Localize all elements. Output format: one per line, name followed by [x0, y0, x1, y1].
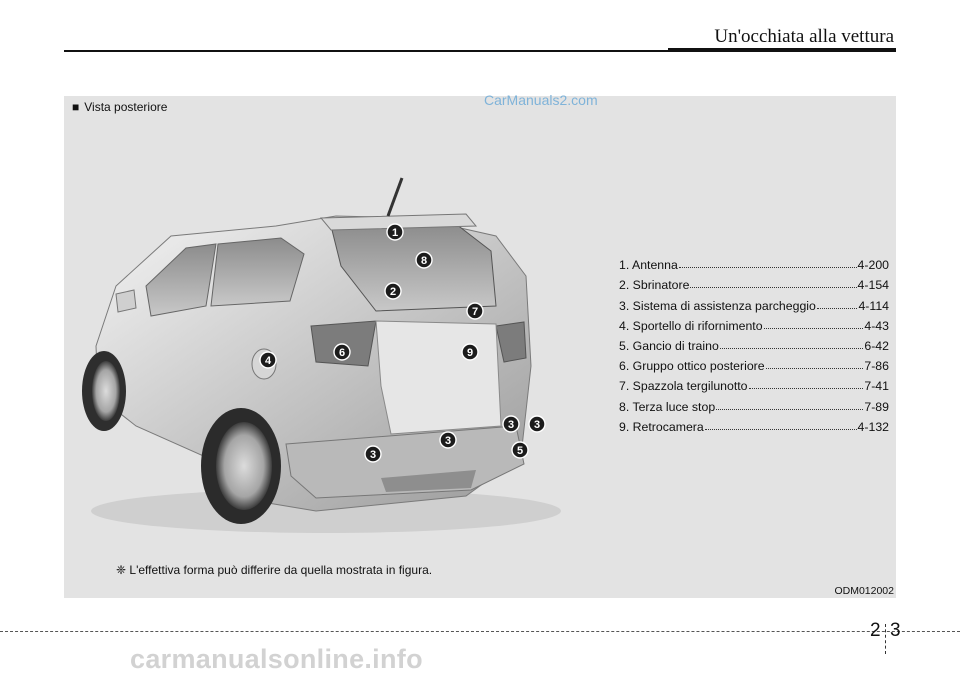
section-label-text: Vista posteriore	[84, 100, 168, 114]
legend-item: 7. Spazzola tergilunotto 7-41	[619, 379, 889, 394]
svg-text:3: 3	[369, 449, 377, 461]
svg-text:1: 1	[391, 227, 399, 239]
svg-text:6: 6	[338, 347, 346, 359]
svg-text:2: 2	[389, 286, 397, 298]
svg-text:5: 5	[516, 445, 524, 457]
callout-parking-sensor-2	[529, 416, 545, 432]
header-title: Un'occhiata alla vettura	[714, 26, 894, 47]
callout-parking-sensor-1	[503, 416, 519, 432]
page-number-separator	[885, 624, 887, 654]
page-number: 3	[890, 620, 901, 641]
callout-parking-sensor-3	[440, 432, 456, 448]
figure-note: ❈ L'effettiva forma può differire da quella mostrata in figura.	[116, 563, 433, 577]
callout-fuel-filler-door	[260, 352, 276, 368]
callout-rear-camera	[462, 344, 478, 360]
svg-text:8: 8	[420, 255, 428, 267]
section-square-icon: ■	[72, 100, 80, 114]
callout-towing-hook	[512, 442, 528, 458]
section-label	[72, 100, 167, 114]
legend-item: 1. Antenna 4-200	[619, 258, 889, 273]
legend-item: 3. Sistema di assistenza parcheggio 4-114	[619, 298, 889, 313]
watermark-top: CarManuals2.com	[484, 92, 598, 108]
callout-third-brake-light	[416, 252, 432, 268]
legend-item: 5. Gancio di traino 6-42	[619, 338, 889, 353]
callout-rear-wiper	[467, 303, 483, 319]
header-rule-accent	[668, 48, 896, 52]
legend-item: 9. Retrocamera 4-132	[619, 419, 889, 434]
watermark-bottom: carmanualsonline.info	[130, 644, 423, 674]
svg-text:3: 3	[533, 419, 541, 431]
svg-text:3: 3	[444, 435, 452, 447]
callout-antenna	[387, 224, 403, 240]
legend-item: 4. Sportello di rifornimento 4-43	[619, 318, 889, 333]
car-rear-illustration	[76, 126, 596, 562]
svg-text:4: 4	[264, 355, 272, 367]
legend-item: 6. Gruppo ottico posteriore 7-86	[619, 359, 889, 374]
callout-rear-combination-lamp	[334, 344, 350, 360]
footer-rule	[0, 631, 960, 632]
callout-defroster	[385, 283, 401, 299]
svg-text:3: 3	[507, 419, 515, 431]
legend-item: 2. Sbrinatore 4-154	[619, 278, 889, 293]
callout-parking-sensor-4	[365, 446, 381, 462]
figure-code: ODM012002	[834, 585, 894, 597]
figure-panel	[64, 92, 896, 598]
svg-text:7: 7	[471, 306, 479, 318]
svg-text:9: 9	[466, 347, 474, 359]
page-chapter-number: 2	[870, 620, 881, 641]
component-legend	[619, 252, 889, 434]
legend-item: 8. Terza luce stop 7-89	[619, 399, 889, 414]
